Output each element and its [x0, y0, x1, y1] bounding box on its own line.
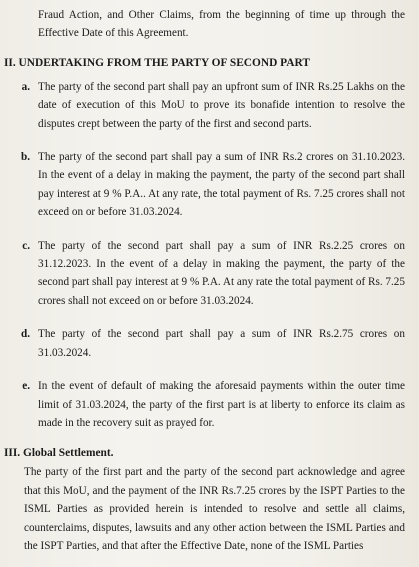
clause-letter: b.	[20, 151, 30, 164]
clause-letter: a.	[21, 80, 30, 93]
clause-item-c	[4, 237, 405, 311]
clause-text: The party of the second part shall pay a sum of INR Rs.2 crores on 31.10.2023. In the event of a delay in making the payment, the party of the second part shall pay interest at 9 % P.A.. At any rate, the total payment of Rs. 7.25 crores shall not exceed on or before 31.03.2024.	[38, 151, 405, 219]
clause-text: The party of the second part shall pay an upfront sum of INR Rs.25 Lakhs on the date of execution of this MoU to prove its bonafide intention to resolve the disputes crept between the party of the first and second parts.	[38, 80, 405, 130]
clause-item-b	[4, 148, 405, 222]
clause-text: The party of the second part shall pay a sum of INR Rs.2.25 crores on 31.12.2023. In the event of a delay in making the payment, the party of the second part shall pay interest at 9 % P.A. At any rate the total payment of Rs. 7.25 crores shall not exceed on or before 31.03.2024.	[38, 239, 405, 307]
clause-letter: c.	[22, 239, 30, 252]
clause-letter: d.	[20, 328, 30, 341]
clause-item-a	[4, 78, 405, 133]
clause-item-e	[4, 377, 405, 432]
section-heading-undertaking: II. UNDERTAKING FROM THE PARTY OF SECOND PART	[4, 56, 310, 69]
clause-item-d	[4, 325, 405, 362]
global-settlement-paragraph: The party of the first part and the party of the second part acknowledge and agree that this MoU, and the payment of the INR Rs.7.25 crores by the ISPT Parties to the ISML Parties as provided herein is intended to resolve and settle all claims, counterclaims, disputes, lawsuits and any other action between the ISML Parties and the ISPT Parties, and that after the Effective Date, none of the ISML Parties	[24, 466, 405, 552]
intro-paragraph: Fraud Action, and Other Claims, from the beginning of time up through the Effective Date of this Agreement.	[38, 9, 405, 40]
section-heading-global-settlement: III. Global Settlement.	[4, 447, 114, 460]
clause-text: In the event of default of making the aforesaid payments within the outer time limit of 31.03.2024, the party of the first part is at liberty to enforce its claim as made in the recovery suit as prayed for.	[38, 380, 405, 429]
clause-letter: e.	[22, 380, 30, 393]
clause-text: The party of the second part shall pay a sum of INR Rs.2.75 crores on 31.03.2024.	[38, 328, 405, 359]
